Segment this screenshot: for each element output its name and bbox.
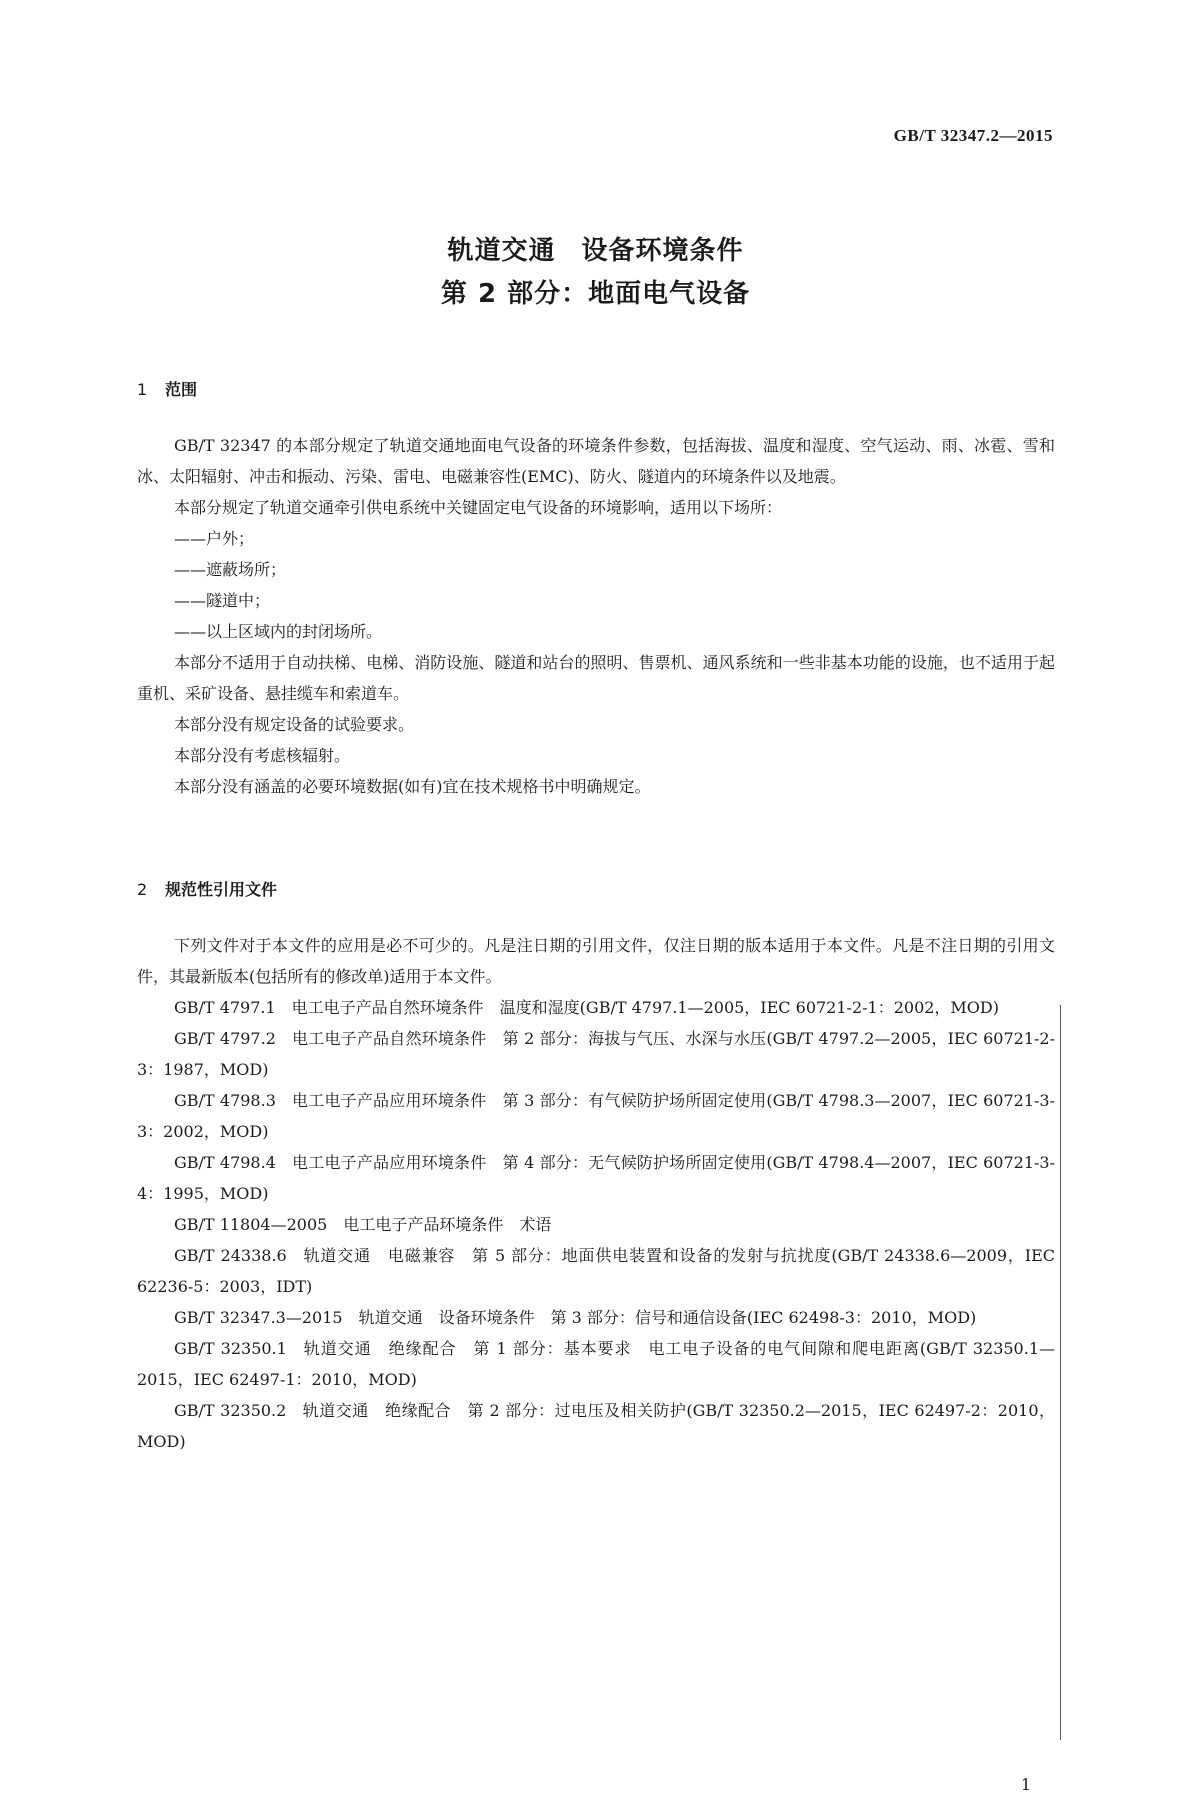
reference-item: [137, 1302, 1055, 1333]
no-test-note: 本部分没有规定设备的试验要求。: [174, 715, 415, 734]
section-1-body: [137, 430, 1055, 802]
reference-item: [137, 1240, 1055, 1302]
reference-item: [137, 1023, 1055, 1085]
reference-item: [137, 1085, 1055, 1147]
not-applicable: 本部分不适用于自动扶梯、电梯、消防设施、隧道和站台的照明、售票机、通风系统和一些非基本功能的设施，也不适用于起重机、采矿设备、悬挂缆车和索道车。: [137, 653, 1055, 703]
section-number: 1: [137, 380, 148, 399]
reference-item: [137, 1395, 1055, 1457]
reference-code: GB/T 32350.1: [174, 1339, 287, 1358]
reference-title: 电工电子产品应用环境条件 第 4 部分：无气候防护场所固定使用(GB/T 4798.4—2007，IEC 60721-3-4：1995，MOD): [137, 1153, 1055, 1203]
revision-margin-bar: [1060, 1005, 1061, 1740]
reference-item: [137, 1147, 1055, 1209]
section-2-body: [137, 930, 1055, 1457]
reference-title: 轨道交通 电磁兼容 第 5 部分：地面供电装置和设备的发射与抗扰度(GB/T 24338.6—2009，IEC 62236-5：2003，IDT): [137, 1246, 1055, 1296]
section-1-heading: [137, 377, 197, 400]
reference-title: 电工电子产品自然环境条件 温度和湿度(GB/T 4797.1—2005，IEC 60721-2-1：2002，MOD): [291, 998, 999, 1017]
section-number: 2: [137, 880, 148, 899]
reference-code: GB/T 32350.2: [174, 1401, 287, 1420]
reference-title: 电工电子产品应用环境条件 第 3 部分：有气候防护场所固定使用(GB/T 4798.3—2007，IEC 60721-3-3：2002，MOD): [137, 1091, 1055, 1141]
reference-title: 轨道交通 绝缘配合 第 1 部分：基本要求 电工电子设备的电气间隙和爬电距离(GB/T 32350.1—2015，IEC 62497-1：2010，MOD): [137, 1339, 1055, 1389]
location-item: ——以上区域内的封闭场所。: [174, 622, 383, 641]
reference-code: GB/T 32347.3—2015: [174, 1308, 343, 1327]
no-radiation-note: 本部分没有考虑核辐射。: [174, 746, 351, 765]
location-item: ——户外；: [174, 529, 255, 548]
reference-code: GB/T 4798.3: [174, 1091, 276, 1110]
reference-code: GB/T 11804—2005: [174, 1215, 328, 1234]
document-title-line2: 第 2 部分：地面电气设备: [440, 279, 751, 309]
reference-title: 轨道交通 绝缘配合 第 2 部分：过电压及相关防护(GB/T 32350.2—2015，IEC 62497-2：2010，MOD): [137, 1401, 1055, 1451]
location-item: ——隧道中；: [174, 591, 271, 610]
location-item: ——遮蔽场所；: [174, 560, 287, 579]
spec-note: 本部分没有涵盖的必要环境数据(如有)宜在技术规格书中明确规定。: [174, 777, 651, 796]
reference-item: [137, 1333, 1055, 1395]
standard-code: GB/T 32347.2—2015: [893, 126, 1053, 145]
reference-title: 电工电子产品自然环境条件 第 2 部分：海拔与气压、水深与水压(GB/T 4797.2—2005，IEC 60721-2-3：1987，MOD): [137, 1029, 1055, 1079]
reference-code: GB/T 4797.1: [174, 998, 276, 1017]
title-part1: 轨道交通: [447, 236, 556, 266]
scope-intro: GB/T 32347 的本部分规定了轨道交通地面电气设备的环境条件参数，包括海拔、温度和湿度、空气运动、雨、冰雹、雪和冰、太阳辐射、冲击和振动、污染、雷电、电磁兼容性(EMC)、防火、隧道内的环境条件以及地震。: [137, 436, 1055, 486]
section-title: 规范性引用文件: [165, 880, 278, 899]
section-title: 范围: [165, 380, 198, 399]
applies-intro: 本部分规定了轨道交通牵引供电系统中关键固定电气设备的环境影响，适用以下场所：: [174, 498, 783, 517]
reference-title: 电工电子产品环境条件 术语: [343, 1215, 552, 1234]
reference-item: [137, 992, 1055, 1023]
reference-code: GB/T 4797.2: [174, 1029, 276, 1048]
reference-item: [137, 1209, 1055, 1240]
title-part2: 设备环境条件: [581, 236, 744, 266]
reference-code: GB/T 4798.4: [174, 1153, 276, 1172]
page-number: 1: [1020, 1775, 1031, 1794]
document-title-line1: [0, 230, 1191, 267]
reference-title: 轨道交通 设备环境条件 第 3 部分：信号和通信设备(IEC 62498-3：2010，MOD): [358, 1308, 977, 1327]
reference-code: GB/T 24338.6: [174, 1246, 287, 1265]
references-intro: 下列文件对于本文件的应用是必不可少的。凡是注日期的引用文件，仅注日期的版本适用于本文件。凡是不注日期的引用文件，其最新版本(包括所有的修改单)适用于本文件。: [137, 936, 1055, 986]
section-2-heading: [137, 877, 277, 900]
